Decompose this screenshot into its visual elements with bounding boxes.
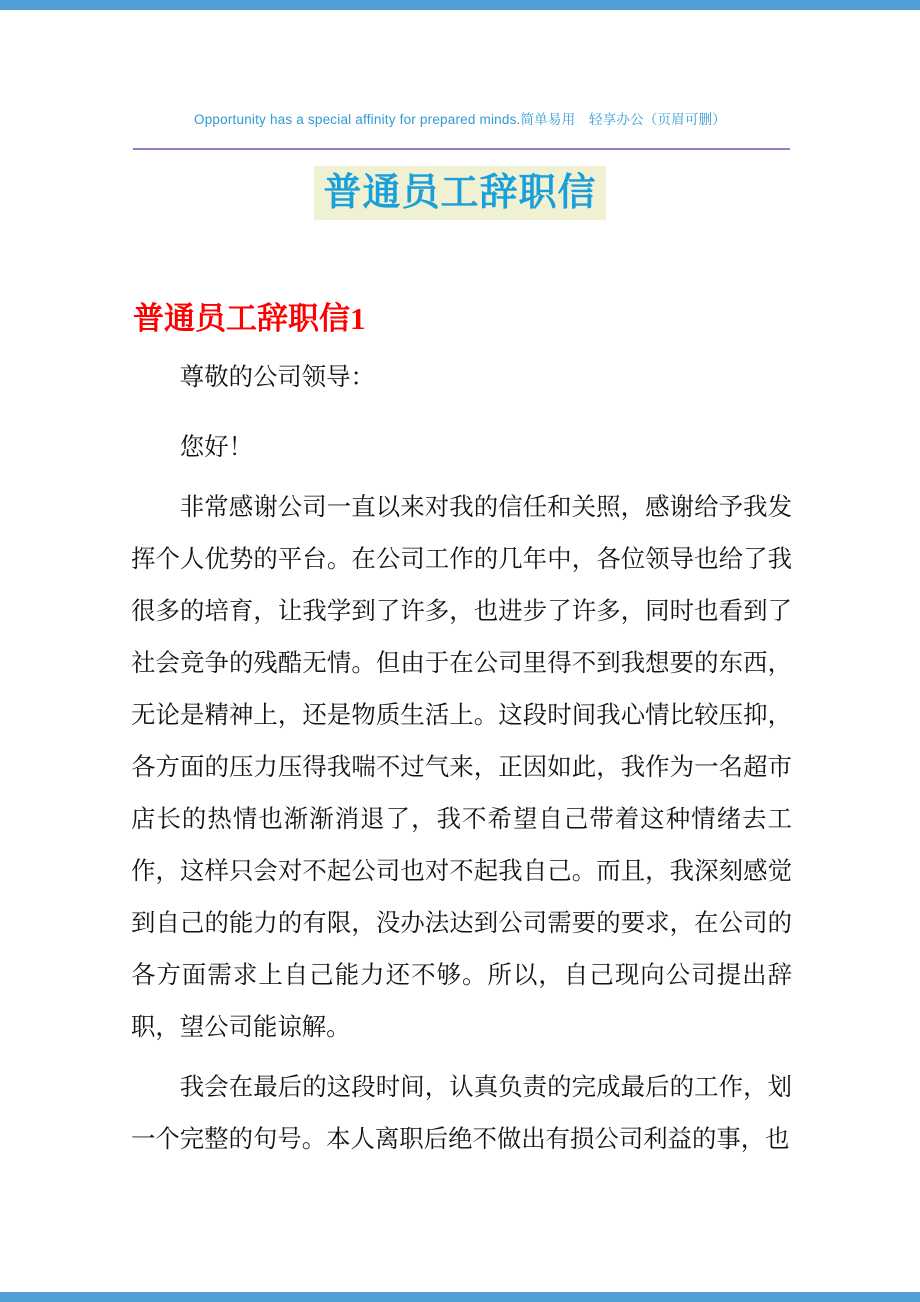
page-bottom-border xyxy=(0,1292,920,1302)
page-title xyxy=(0,166,920,220)
paragraph-body-2: 我会在最后的这段时间，认真负责的完成最后的工作，划一个完整的句号。本人离职后绝不做出有损公司利益的事，也 xyxy=(131,1074,792,1153)
page-top-border xyxy=(0,0,920,10)
header-divider xyxy=(133,148,790,150)
section-heading: 普通员工辞职信1 xyxy=(133,301,366,336)
page-title-highlight: 普通员工辞职信 xyxy=(314,166,605,220)
document-body xyxy=(131,352,792,1166)
paragraph-greeting: 您好！ xyxy=(179,434,253,461)
page-header-text: Opportunity has a special affinity for prepared minds.简单易用 轻享办公（页眉可删） xyxy=(194,112,726,127)
paragraph-body-1: 非常感谢公司一直以来对我的信任和关照，感谢给予我发挥个人优势的平台。在公司工作的几年中，各位领导也给了我很多的培育，让我学到了许多，也进步了许多，同时也看到了社会竞争的残酷无情。但由于在公司里得不到我想要的东西，无论是精神上，还是物质生活上。这段时间我心情比较压抑，各方面的压力压得我喘不过气来，正因如此，我作为一名超市店长的热情也渐渐消退了，我不希望自己带着这种情绪去工作，这样只会对不起公司也对不起我自己。而且，我深刻感觉到自己的能力的有限，没办法达到公司需要的要求，在公司的各方面需求上自己能力还不够。所以，自己现向公司提出辞职，望公司能谅解。 xyxy=(131,494,792,1041)
paragraph-salutation: 尊敬的公司领导： xyxy=(179,364,375,391)
